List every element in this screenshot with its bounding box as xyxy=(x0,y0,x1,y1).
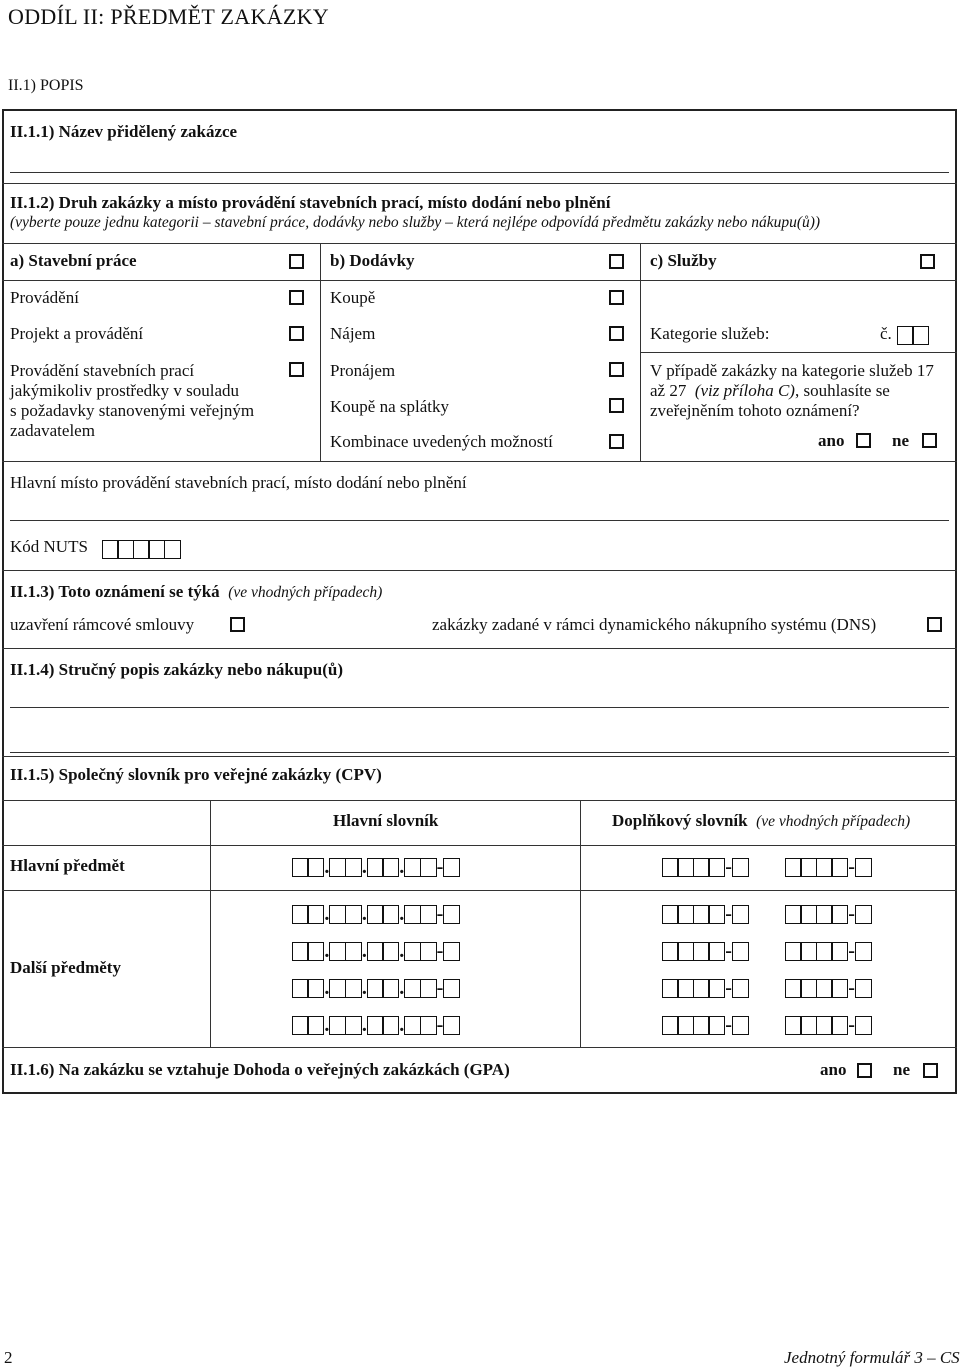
divider xyxy=(2,243,957,244)
code-dot: . xyxy=(361,903,367,926)
cpv-other-code[interactable] xyxy=(292,940,460,963)
question-line: V případě zakázky na kategorie služeb 17 xyxy=(650,361,934,380)
dns-label: zakázky zadané v rámci dynamického nákupního systému (DNS) xyxy=(432,615,877,634)
code-digit-box[interactable] xyxy=(855,858,872,877)
s113-note: (ve vhodných případech) xyxy=(228,584,383,601)
code-digit-box[interactable] xyxy=(307,1016,324,1035)
cpv-row-main: Hlavní předmět xyxy=(10,856,125,875)
divider xyxy=(2,800,957,801)
framework-checkbox[interactable] xyxy=(230,617,245,632)
question-line xyxy=(650,381,890,401)
code-dash: - xyxy=(848,977,855,1000)
code-digit-box[interactable] xyxy=(708,858,725,877)
code-digit-box[interactable] xyxy=(855,979,872,998)
code-digit-box[interactable] xyxy=(420,905,437,924)
kombinace-checkbox[interactable] xyxy=(609,434,624,449)
col-b-item: Kombinace uvedených možností xyxy=(330,432,553,451)
code-digit-box[interactable] xyxy=(420,942,437,961)
code-digit-box[interactable] xyxy=(443,858,460,877)
provadeni-checkbox[interactable] xyxy=(289,290,304,305)
code-digit-box[interactable] xyxy=(443,1016,460,1035)
col-c-header: c) Služby xyxy=(650,251,717,270)
code-digit-box[interactable] xyxy=(443,979,460,998)
code-digit-box[interactable] xyxy=(708,942,725,961)
dodavky-checkbox[interactable] xyxy=(609,254,624,269)
code-digit-box[interactable] xyxy=(307,858,324,877)
code-dash: - xyxy=(848,856,855,879)
ano-checkbox[interactable] xyxy=(856,433,871,448)
col-b-header: b) Dodávky xyxy=(330,251,415,270)
gpa-ne-checkbox[interactable] xyxy=(923,1063,938,1078)
code-digit-box[interactable] xyxy=(708,979,725,998)
main-place-field[interactable] xyxy=(10,520,949,521)
col-a-header: a) Stavební práce xyxy=(10,251,137,270)
code-digit-box[interactable] xyxy=(382,942,399,961)
code-digit-box[interactable] xyxy=(307,905,324,924)
description-field-line[interactable] xyxy=(10,707,949,708)
divider xyxy=(2,280,957,281)
divider xyxy=(580,800,581,1047)
category-no: č. xyxy=(880,324,892,343)
code-dash: - xyxy=(436,977,444,1000)
code-dot: . xyxy=(361,856,367,879)
code-digit-box[interactable] xyxy=(420,858,437,877)
code-digit-box[interactable] xyxy=(732,1016,749,1035)
cpv-other-supp-code[interactable] xyxy=(662,1014,749,1037)
code-digit-box[interactable] xyxy=(732,979,749,998)
provadeni-stavebnich-praci-checkbox[interactable] xyxy=(289,362,304,377)
code-dot: . xyxy=(361,940,367,963)
code-digit-box[interactable] xyxy=(732,858,749,877)
popis-heading xyxy=(8,77,84,95)
question-part: , souhlasíte se xyxy=(794,381,890,400)
code-digit-box[interactable] xyxy=(345,905,362,924)
code-dot: . xyxy=(324,903,330,926)
code-digit-box[interactable] xyxy=(307,942,324,961)
code-digit-box[interactable] xyxy=(831,979,848,998)
nuts-code-field[interactable] xyxy=(102,538,181,557)
code-digit-box[interactable] xyxy=(345,979,362,998)
yes-label: ano xyxy=(818,431,845,450)
question-line: zveřejněním tohoto oznámení? xyxy=(650,401,860,420)
code-digit-box[interactable] xyxy=(345,858,362,877)
divider xyxy=(2,183,957,184)
cpv-main-code[interactable] xyxy=(292,856,460,879)
s111-title: II.1.1) Název přidělený zakázce xyxy=(10,122,238,141)
divider xyxy=(2,570,957,571)
ne-checkbox[interactable] xyxy=(922,433,937,448)
col-b-item: Nájem xyxy=(330,324,376,343)
divider xyxy=(2,1047,957,1048)
koupe-checkbox[interactable] xyxy=(609,290,624,305)
code-dot: . xyxy=(324,940,330,963)
category-number-field[interactable] xyxy=(897,324,929,343)
code-dash: - xyxy=(725,856,732,879)
col-a-item: Projekt a provádění xyxy=(10,324,144,343)
page-number: 2 xyxy=(4,1348,13,1367)
code-dot: . xyxy=(399,903,405,926)
najem-checkbox[interactable] xyxy=(609,326,624,341)
code-dash: - xyxy=(848,940,855,963)
code-dot: . xyxy=(399,856,405,879)
code-digit-box[interactable] xyxy=(443,905,460,924)
cpv-main-supp-code[interactable] xyxy=(662,856,749,879)
pronajem-checkbox[interactable] xyxy=(609,362,624,377)
code-dot: . xyxy=(399,1014,405,1037)
divider xyxy=(2,756,957,757)
s111-title-field[interactable] xyxy=(10,172,949,173)
code-digit-box[interactable] xyxy=(831,858,848,877)
stavebni-prace-checkbox[interactable] xyxy=(289,254,304,269)
col-a-item: Provádění stavebních prací xyxy=(10,361,195,380)
cpv-other-supp-code[interactable] xyxy=(662,903,749,926)
divider xyxy=(2,461,957,462)
code-digit-box[interactable] xyxy=(307,979,324,998)
code-dash: - xyxy=(436,856,444,879)
code-dash: - xyxy=(848,1014,855,1037)
code-dot: . xyxy=(361,977,367,1000)
code-dot: . xyxy=(324,977,330,1000)
cpv-row-other: Další předměty xyxy=(10,958,121,977)
divider xyxy=(2,890,957,891)
code-digit-box[interactable] xyxy=(382,1016,399,1035)
cpv-other-supp-code[interactable] xyxy=(785,1014,872,1037)
s113-title: II.1.3) Toto oznámení se týká xyxy=(10,582,220,601)
question-part: až 27 xyxy=(650,381,687,400)
projekt-a-provadeni-checkbox[interactable] xyxy=(289,326,304,341)
code-dash: - xyxy=(436,903,444,926)
code-digit-box[interactable] xyxy=(831,905,848,924)
gpa-ano-checkbox[interactable] xyxy=(857,1063,872,1078)
category-label: Kategorie služeb: xyxy=(650,324,770,343)
cpv-col-supp xyxy=(612,811,910,831)
code-digit-box[interactable] xyxy=(382,858,399,877)
code-dash: - xyxy=(436,940,444,963)
code-dash: - xyxy=(725,940,732,963)
code-digit-box[interactable] xyxy=(855,1016,872,1035)
col-a-item: Provádění xyxy=(10,288,79,307)
section-title: ODDÍL II: PŘEDMĚT ZAKÁZKY xyxy=(8,4,329,29)
code-digit-box[interactable] xyxy=(855,905,872,924)
code-dash: - xyxy=(436,1014,444,1037)
col-b-item: Koupě na splátky xyxy=(330,397,449,416)
code-dash: - xyxy=(725,977,732,1000)
code-digit-box[interactable] xyxy=(708,905,725,924)
code-digit-box[interactable] xyxy=(708,1016,725,1035)
question-part: (viz příloha C) xyxy=(694,381,795,400)
cpv-col-main: Hlavní slovník xyxy=(333,811,439,830)
cpv-col-supp-label: Doplňkový slovník xyxy=(612,811,748,830)
s115-title: II.1.5) Společný slovník pro veřejné zakázky (CPV) xyxy=(10,765,382,784)
code-dot: . xyxy=(324,1014,330,1037)
code-digit-box[interactable] xyxy=(420,1016,437,1035)
code-digit-box[interactable] xyxy=(382,979,399,998)
code-dash: - xyxy=(725,1014,732,1037)
popis-label: POPIS xyxy=(39,77,84,94)
koupe-na-splatky-checkbox[interactable] xyxy=(609,398,624,413)
divider xyxy=(2,845,957,846)
code-digit-box[interactable] xyxy=(831,1016,848,1035)
cpv-other-supp-code[interactable] xyxy=(785,977,872,1000)
s112-note: (vyberte pouze jednu kategorii – stavební práce, dodávky nebo služby – která nejlépe odpovídá předmětu zakázky nebo nákupu(ů)) xyxy=(10,214,821,231)
main-place-label: Hlavní místo provádění stavebních prací, místo dodání nebo plnění xyxy=(10,473,467,492)
col-a-item: jakýmikoliv prostředky v souladu xyxy=(10,381,240,400)
divider xyxy=(640,352,957,353)
cpv-main-supp-code[interactable] xyxy=(785,856,872,879)
cpv-other-supp-code[interactable] xyxy=(662,977,749,1000)
code-digit-box[interactable] xyxy=(420,979,437,998)
code-dot: . xyxy=(324,856,330,879)
col-a-item: s požadavky stanovenými veřejným xyxy=(10,401,255,420)
form-name: Jednotný formulář 3 – CS xyxy=(784,1348,960,1367)
cpv-other-code[interactable] xyxy=(292,977,460,1000)
code-digit-box[interactable] xyxy=(732,905,749,924)
cpv-other-code[interactable] xyxy=(292,1014,460,1037)
s112-title: II.1.2) Druh zakázky a místo provádění stavebních prací, místo dodání nebo plnění xyxy=(10,193,611,212)
s113-heading xyxy=(10,582,382,602)
code-digit-box[interactable] xyxy=(831,942,848,961)
col-b-item: Pronájem xyxy=(330,361,396,380)
divider xyxy=(320,243,321,461)
code-digit-box[interactable] xyxy=(855,942,872,961)
divider xyxy=(210,800,211,1047)
framework-label: uzavření rámcové smlouvy xyxy=(10,615,195,634)
code-dot: . xyxy=(399,940,405,963)
code-digit-box[interactable] xyxy=(345,942,362,961)
code-digit-box[interactable] xyxy=(382,905,399,924)
dns-checkbox[interactable] xyxy=(927,617,942,632)
cpv-other-code[interactable] xyxy=(292,903,460,926)
s114-title: II.1.4) Stručný popis zakázky nebo nákupu(ů) xyxy=(10,660,344,679)
col-a-item: zadavatelem xyxy=(10,421,95,440)
cpv-col-supp-note: (ve vhodných případech) xyxy=(756,813,911,830)
cpv-other-supp-code[interactable] xyxy=(785,940,872,963)
no-label: ne xyxy=(892,431,909,450)
code-digit-box[interactable] xyxy=(443,942,460,961)
gpa-yes-label: ano xyxy=(820,1060,847,1079)
code-dash: - xyxy=(725,903,732,926)
divider xyxy=(640,243,641,461)
s116-title: II.1.6) Na zakázku se vztahuje Dohoda o veřejných zakázkách (GPA) xyxy=(10,1060,510,1079)
divider xyxy=(2,648,957,649)
gpa-no-label: ne xyxy=(893,1060,910,1079)
code-dot: . xyxy=(361,1014,367,1037)
code-digit-box[interactable] xyxy=(345,1016,362,1035)
sluzby-checkbox[interactable] xyxy=(920,254,935,269)
code-dash: - xyxy=(848,903,855,926)
cpv-other-supp-code[interactable] xyxy=(785,903,872,926)
nuts-label: Kód NUTS xyxy=(10,537,88,556)
popis-number: II.1) xyxy=(8,77,36,94)
col-b-item: Koupě xyxy=(330,288,376,307)
description-field-line[interactable] xyxy=(10,752,949,753)
cpv-other-supp-code[interactable] xyxy=(662,940,749,963)
code-dot: . xyxy=(399,977,405,1000)
code-digit-box[interactable] xyxy=(732,942,749,961)
